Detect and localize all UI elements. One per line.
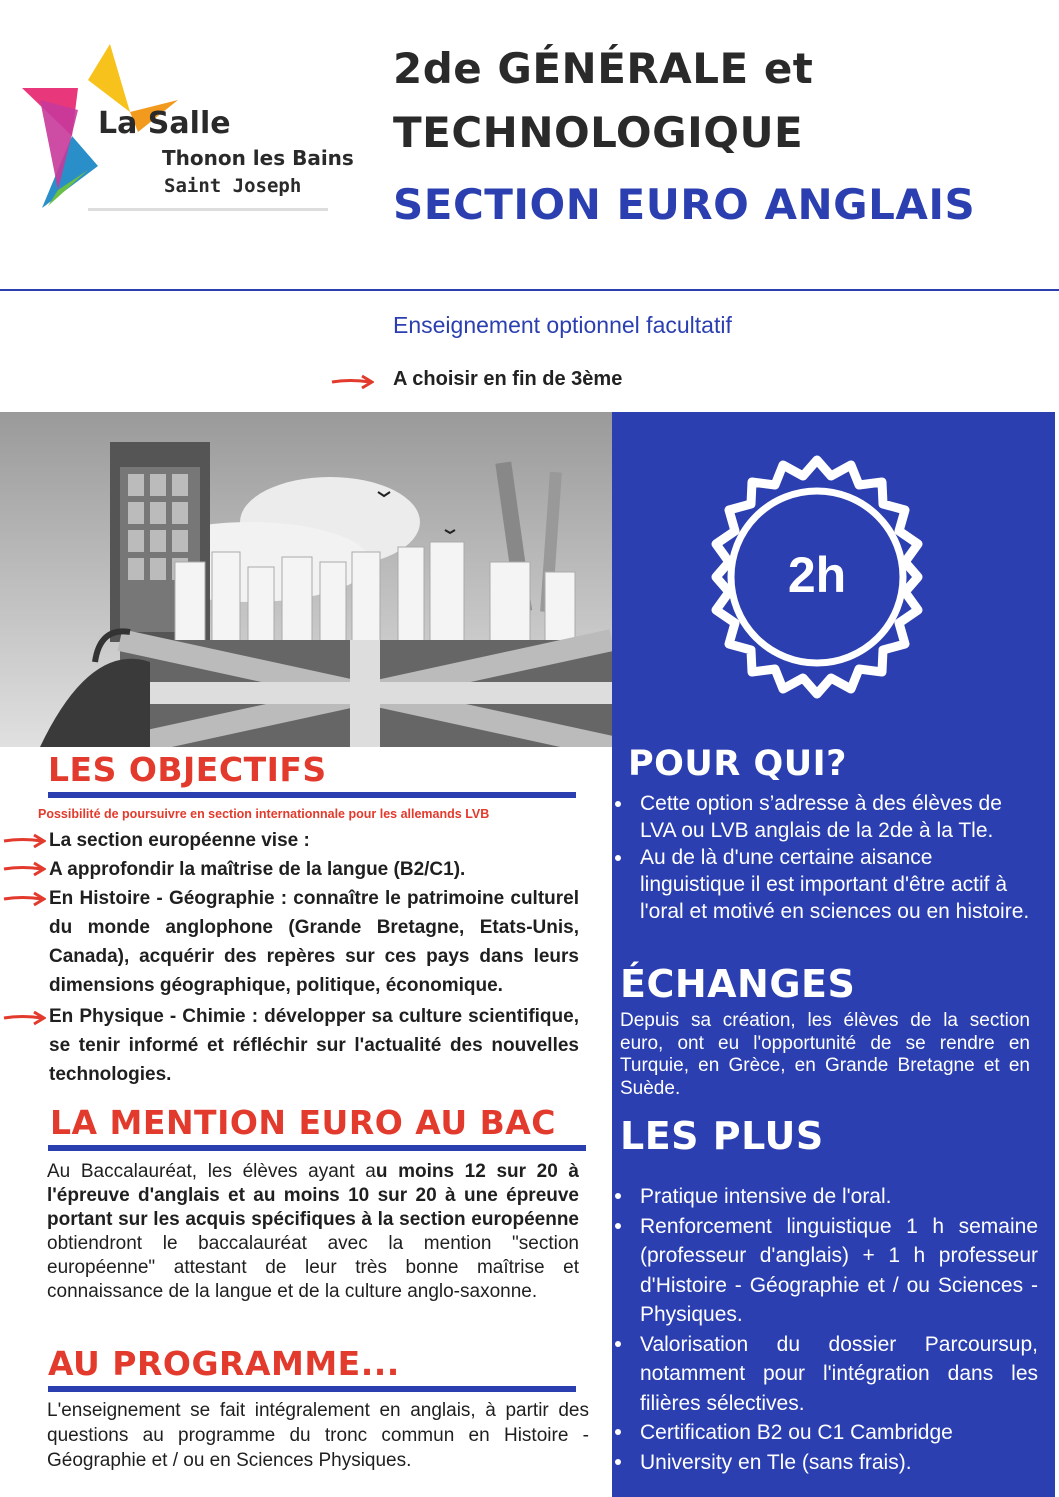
hours-badge-text: 2h: [787, 547, 847, 603]
title-line-3: SECTION EURO ANGLAIS: [393, 180, 976, 229]
mention-text-start: Au Baccalauréat, les élèves ayant a: [47, 1161, 376, 1182]
les-plus-heading: LES PLUS: [620, 1114, 824, 1158]
objectifs-heading: LES OBJECTIFS: [48, 750, 327, 789]
list-item: Cette option s’adresse à des élèves de LVA ou LVB anglais de la 2de à la Tle.: [612, 790, 1030, 844]
title-line-1: 2de GÉNÉRALE et: [393, 44, 814, 93]
logo-city: Thonon les Bains: [162, 146, 354, 170]
list-item: Au de là d'une certaine aisance linguistique il est important d'être actif à l'oral et motivé en sciences ou en histoire.: [612, 844, 1030, 925]
echanges-heading: ÉCHANGES: [620, 962, 856, 1006]
title-line-2: TECHNOLOGIQUE: [393, 108, 804, 157]
subtitle: Enseignement optionnel facultatif: [393, 312, 732, 338]
pour-qui-list: [612, 790, 1030, 925]
objectifs-line-1: La section européenne vise :: [49, 830, 310, 851]
list-item: Valorisation du dossier Parcoursup, notamment pour l'intégration dans les filières sélectives.: [612, 1330, 1038, 1419]
red-arrow-icon: [2, 1009, 46, 1027]
red-arrow-icon: [2, 832, 46, 850]
objectifs-line-3: En Histoire - Géographie : connaître le patrimoine culturel du monde anglophone (Grande Bretagne, Etats-Unis, Canada), acquérir des repères sur ces pays dans leurs dimensions géographique, politique, économique.: [49, 888, 579, 996]
programme-text: L'enseignement se fait intégralement en anglais, à partir des questions au programme du tronc commun en Histoire - Géographie et / ou en Sciences Physiques.: [47, 1400, 589, 1471]
red-arrow-icon: [2, 860, 46, 878]
objectifs-line-4: En Physique - Chimie : développer sa culture scientifique, se tenir informé et réfléchir sur l'actualité des nouvelles technologies.: [49, 1006, 579, 1085]
objectifs-line-2: A approfondir la maîtrise de la langue (B2/C1).: [49, 859, 466, 880]
logo-name: La Salle: [98, 106, 231, 141]
programme-heading: AU PROGRAMME...: [48, 1344, 400, 1383]
list-item: Renforcement linguistique 1 h semaine (professeur d'anglais) + 1 h professeur d'Histoire - Géographie et / ou Sciences - Physiques.: [612, 1212, 1038, 1330]
list-item: Pratique intensive de l'oral.: [612, 1182, 1038, 1212]
objectifs-underline: [48, 792, 576, 798]
logo: [18, 40, 354, 215]
red-arrow-icon: [330, 373, 374, 391]
echanges-text: Depuis sa création, les élèves de la section euro, ont eu l'opportunité de se rendre en Turquie, en Grèce, en Grande Bretagne et en Suède.: [620, 1010, 1030, 1099]
header-divider: [0, 289, 1059, 291]
programme-underline: [48, 1386, 576, 1392]
objectifs-note: Possibilité de poursuivre en section internationnale pour les allemands LVB: [38, 807, 490, 821]
logo-school: Saint Joseph: [164, 175, 302, 197]
hero-photo: [0, 412, 612, 747]
mention-heading: LA MENTION EURO AU BAC: [50, 1103, 557, 1142]
choose-text: A choisir en fin de 3ème: [393, 368, 623, 390]
red-arrow-icon: [2, 890, 46, 908]
list-item: Certification B2 ou C1 Cambridge: [612, 1418, 1038, 1448]
les-plus-list: [612, 1182, 1038, 1477]
pour-qui-heading: POUR QUI?: [628, 744, 847, 784]
mention-underline: [48, 1145, 586, 1151]
mention-paragraph: [47, 1160, 579, 1304]
mention-text-end: obtiendront le baccalauréat avec la mention "section européenne" attestant de leur très bonne maîtrise et connaissance de la langue et de la culture anglo-saxonne.: [47, 1233, 579, 1302]
list-item: University en Tle (sans frais).: [612, 1448, 1038, 1478]
mention-text-bold: u moins 12 sur 20 à l'épreuve d'anglais et au moins 10 sur 20 à une épreuve portant sur les acquis spécifiques à la section européenne: [47, 1161, 579, 1230]
